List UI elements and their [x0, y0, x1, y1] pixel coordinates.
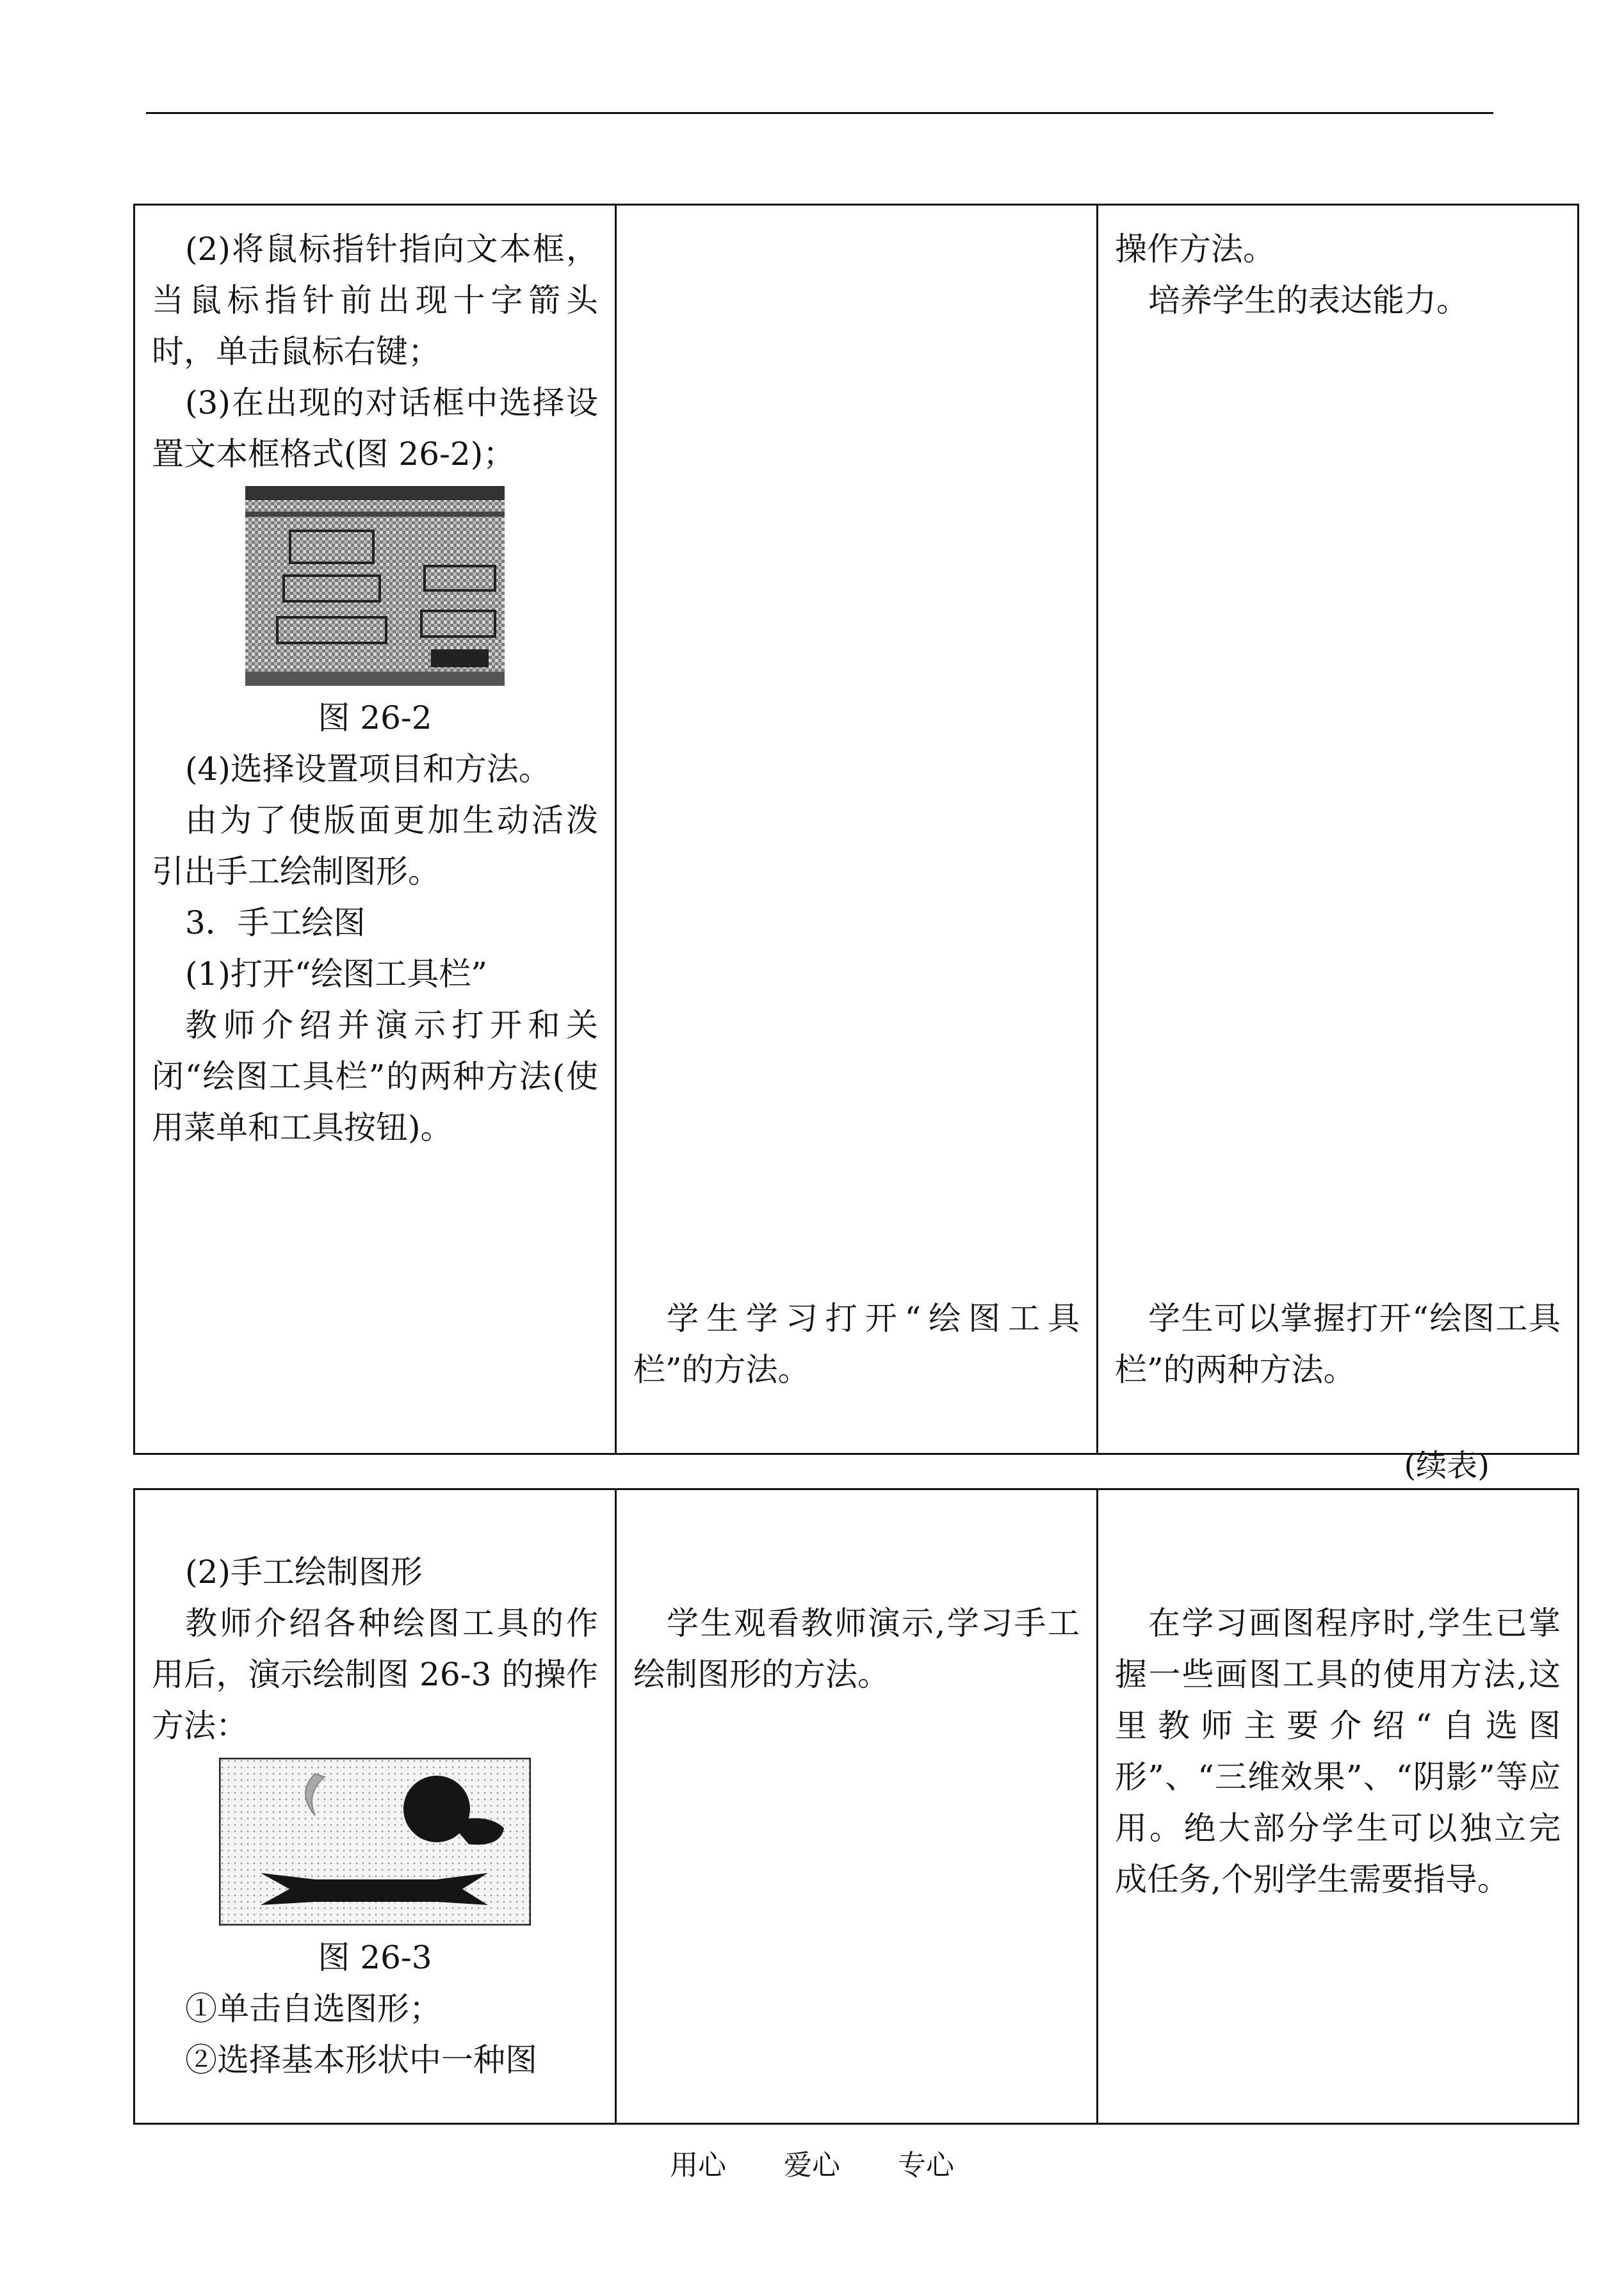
paragraph: 教师介绍各种绘图工具的作用后，演示绘制图 26-3 的操作方法： — [152, 1605, 598, 1744]
header-rule — [146, 112, 1493, 114]
figure-26-3-drawing-image — [219, 1758, 531, 1926]
paragraph: (2)手工绘制图形 — [185, 1553, 423, 1591]
table-row — [134, 205, 1579, 1454]
paragraph: 学生观看教师演示,学习手工绘制图形的方法。 — [633, 1605, 1080, 1693]
design-intent-cell — [1098, 205, 1579, 1454]
lesson-table-1 — [133, 204, 1579, 1455]
table-row — [134, 1489, 1579, 2124]
teaching-process-cell — [134, 1489, 616, 2124]
footer-text: 用心 — [670, 2149, 726, 2182]
figure-26-2-dialog-image — [245, 486, 505, 686]
paragraph: 3．手工绘图 — [185, 904, 366, 941]
paragraph: (2)将鼠标指针指向文本框，当鼠标指针前出现十字箭头时，单击鼠标右键； — [152, 231, 598, 370]
paragraph: 教师介绍并演示打开和关闭“绘图工具栏”的两种方法(使用菜单和工具按钮)。 — [152, 1007, 598, 1146]
paragraph: ①单击自选图形； — [185, 1990, 441, 2027]
student-activity-cell — [616, 205, 1098, 1454]
design-intent-cell — [1098, 1489, 1579, 2124]
paragraph: (3)在出现的对话框中选择设置文本框格式(图 26-2)； — [152, 384, 598, 473]
paragraph: 学生学习打开“绘图工具栏”的方法。 — [633, 1300, 1080, 1388]
paragraph: 操作方法。 — [1115, 231, 1275, 268]
paragraph: (4)选择设置项目和方法。 — [185, 750, 551, 788]
teaching-process-cell — [134, 205, 616, 1454]
footer-text: 爱心 — [784, 2149, 840, 2182]
lesson-table-2 — [133, 1488, 1579, 2125]
figure-caption: 图 26-3 — [318, 1939, 432, 1976]
paragraph: 由为了使版面更加生动活泼引出手工绘制图形。 — [152, 802, 598, 890]
continued-table-label: (续表) — [1404, 1448, 1490, 1484]
paragraph: (1)打开“绘图工具栏” — [185, 955, 487, 993]
paragraph: 培养学生的表达能力。 — [1148, 282, 1468, 319]
page-footer — [0, 2142, 1624, 2183]
paragraph: 在学习画图程序时,学生已掌握一些画图工具的使用方法,这里教师主要介绍“自选图形”、“三维效果”、“阴影”等应用。绝大部分学生可以独立完成任务,个别学生需要指导。 — [1115, 1605, 1561, 1898]
paragraph: ②选择基本形状中一种图 — [185, 2041, 537, 2079]
student-activity-cell — [616, 1489, 1098, 2124]
paragraph: 学生可以掌握打开“绘图工具栏”的两种方法。 — [1115, 1300, 1561, 1388]
figure-caption: 图 26-2 — [318, 699, 432, 736]
footer-text: 专心 — [898, 2149, 954, 2182]
